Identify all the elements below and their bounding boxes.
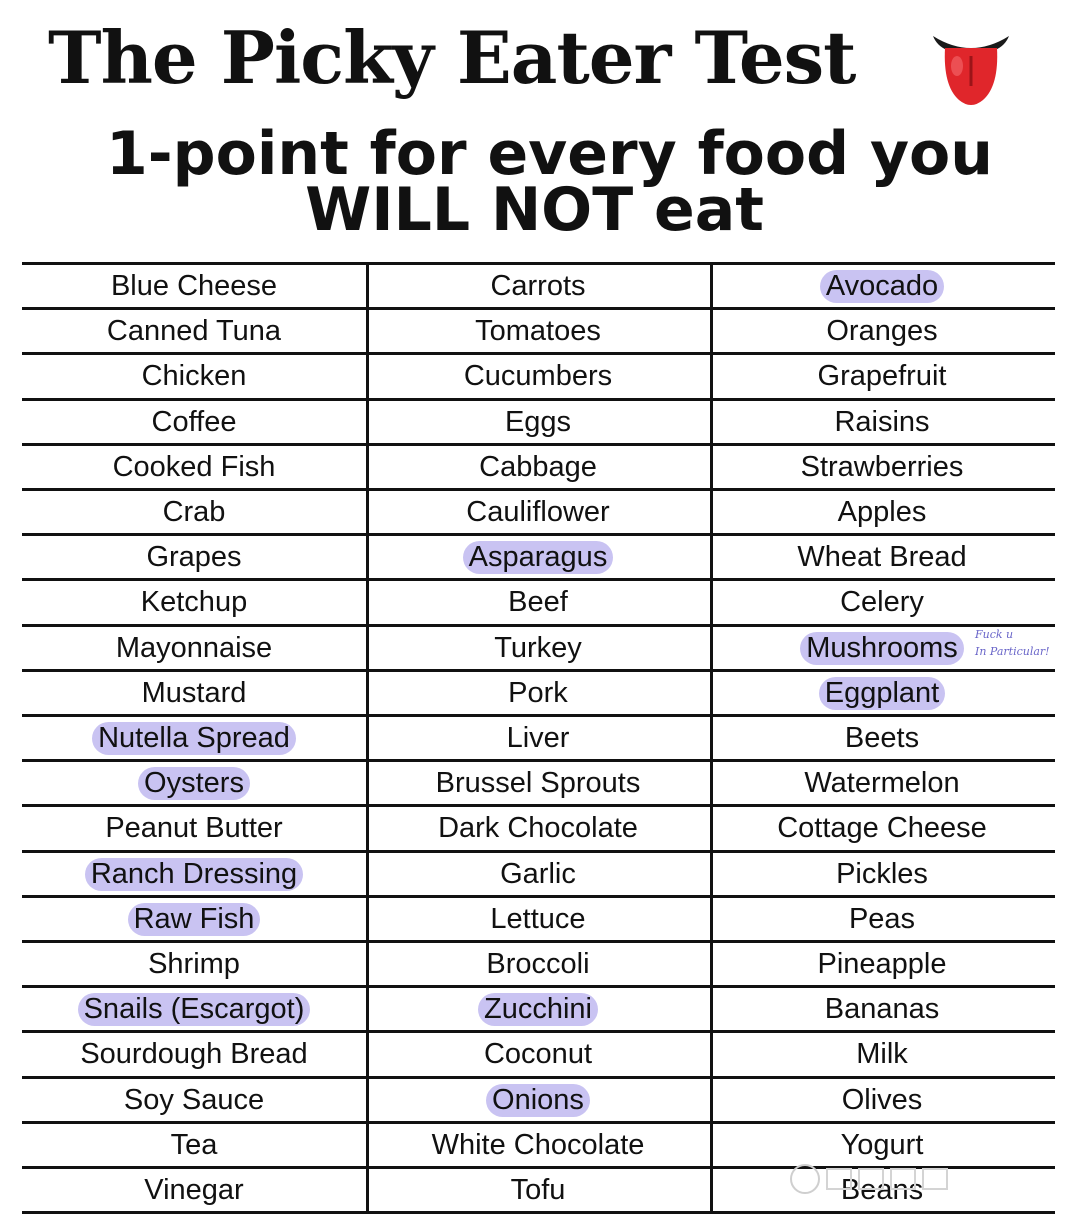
food-item-label: Zucchini [478, 993, 598, 1026]
food-item [366, 445, 710, 490]
food-item [710, 897, 1054, 942]
food-item-label: Olives [841, 1083, 923, 1116]
food-item-label: Oysters [138, 767, 250, 800]
food-item [710, 716, 1054, 761]
food-item-label: Turkey [494, 631, 582, 664]
food-item [710, 264, 1054, 309]
food-item-label: Lettuce [490, 902, 586, 935]
food-item [22, 761, 366, 806]
food-item [710, 852, 1054, 897]
food-item [710, 942, 1054, 987]
watermark-box-icon [826, 1168, 852, 1190]
food-item [22, 264, 366, 309]
handwritten-note [975, 627, 1067, 671]
food-item [710, 354, 1054, 399]
food-item [366, 535, 710, 580]
food-item-label: Coconut [483, 1038, 592, 1071]
food-item [366, 490, 710, 535]
handwritten-note-line-1: Fuck u [975, 628, 1014, 641]
watermark-logo-icon [790, 1164, 820, 1194]
food-item-label: Ranch Dressing [85, 858, 303, 891]
food-item-label: Cottage Cheese [777, 812, 987, 845]
food-item [710, 987, 1054, 1032]
food-item-label: Tea [170, 1128, 218, 1161]
food-item-label: White Chocolate [431, 1128, 645, 1161]
food-item [366, 1168, 710, 1213]
food-item-label: Dark Chocolate [438, 812, 638, 845]
food-item-label: Nutella Spread [92, 722, 296, 755]
food-item [366, 716, 710, 761]
food-item-label: Bananas [824, 993, 940, 1026]
food-item [22, 897, 366, 942]
food-item-label: Peas [848, 902, 916, 935]
food-item [22, 1032, 366, 1077]
food-item-label: Yogurt [840, 1128, 924, 1161]
food-item [710, 309, 1054, 354]
food-item [366, 987, 710, 1032]
food-item-label: Coffee [151, 405, 237, 438]
food-item-label: Wheat Bread [797, 541, 967, 574]
food-item-label: Sourdough Bread [80, 1038, 308, 1071]
food-item-label: Milk [856, 1038, 908, 1071]
food-item-label: Cauliflower [466, 496, 610, 528]
food-item [22, 490, 366, 535]
watermark-box-icon [858, 1168, 884, 1190]
watermark [790, 1162, 1050, 1196]
food-item-label: Onions [486, 1084, 590, 1117]
subtitle-line-2: WILL NOT eat [305, 175, 764, 245]
food-item [22, 1123, 366, 1168]
food-item-label: Liver [506, 722, 570, 754]
food-item [366, 1032, 710, 1077]
food-item [710, 671, 1054, 716]
food-item [366, 264, 710, 309]
food-item-label: Celery [840, 586, 924, 619]
food-item-label: Pineapple [817, 948, 947, 980]
food-item [22, 1078, 366, 1123]
food-item [366, 942, 710, 987]
food-item-label: Raisins [834, 405, 930, 438]
food-item-label: Mustard [141, 676, 247, 709]
food-item-label: Tofu [510, 1174, 566, 1206]
food-item [22, 852, 366, 897]
food-item [366, 852, 710, 897]
food-item-label: Mayonnaise [115, 631, 273, 664]
food-item-label: Snails (Escargot) [78, 993, 311, 1026]
food-item [366, 626, 710, 671]
food-item-label: Tomatoes [475, 315, 601, 348]
food-item-label: Chicken [141, 360, 247, 393]
food-item [22, 987, 366, 1032]
food-item [366, 897, 710, 942]
food-item-label: Mushrooms [800, 632, 964, 665]
food-item [366, 354, 710, 399]
food-item-label: Beef [508, 586, 568, 619]
food-item [22, 445, 366, 490]
food-item-label: Beets [844, 722, 920, 754]
food-item-label: Peanut Butter [105, 812, 283, 845]
food-item [22, 535, 366, 580]
food-item-label: Broccoli [486, 948, 590, 980]
tongue-emoji-icon [925, 26, 1017, 110]
food-item [366, 1078, 710, 1123]
food-item [366, 400, 710, 445]
food-item-label: Avocado [820, 270, 944, 303]
subtitle-line-1: 1-point for every food you [106, 119, 993, 189]
food-item [366, 580, 710, 625]
food-item-label: Carrots [490, 270, 586, 302]
food-item-label: Canned Tuna [106, 315, 282, 348]
food-item [710, 445, 1054, 490]
watermark-box-icon [890, 1168, 916, 1190]
food-item-label: Brussel Sprouts [435, 767, 641, 800]
food-item [710, 580, 1054, 625]
food-item-label: Oranges [826, 315, 938, 348]
food-grid [22, 262, 1055, 1214]
food-item [710, 806, 1054, 851]
food-item-label: Apples [837, 496, 927, 528]
food-item [710, 1032, 1054, 1077]
food-item [710, 535, 1054, 580]
food-item [22, 354, 366, 399]
food-item [366, 761, 710, 806]
food-item-label: Watermelon [804, 767, 960, 800]
food-item [366, 1123, 710, 1168]
food-item [22, 716, 366, 761]
food-item [366, 671, 710, 716]
food-item [366, 806, 710, 851]
food-item [710, 400, 1054, 445]
food-item [22, 806, 366, 851]
food-item-label: Garlic [500, 857, 576, 890]
food-item-label: Crab [162, 496, 226, 528]
food-item [22, 580, 366, 625]
food-item-label: Beans [840, 1174, 924, 1206]
food-item-label: Grapes [146, 541, 242, 574]
food-item [22, 671, 366, 716]
handwritten-note-line-2: In Particular! [975, 644, 1050, 658]
food-item-label: Asparagus [463, 541, 614, 574]
page-title: The Picky Eater Test [48, 15, 856, 100]
food-item-label: Cooked Fish [112, 450, 276, 483]
food-item-label: Soy Sauce [123, 1083, 265, 1116]
food-item-label: Eggplant [819, 677, 946, 710]
food-item [22, 400, 366, 445]
food-item [22, 1168, 366, 1213]
food-item-label: Strawberries [800, 450, 964, 483]
food-item-label: Vinegar [144, 1174, 244, 1206]
food-item-label: Blue Cheese [110, 270, 278, 302]
food-item [22, 309, 366, 354]
food-item [710, 490, 1054, 535]
food-item-label: Pork [508, 676, 568, 709]
food-item-label: Eggs [504, 405, 572, 438]
food-item [710, 1078, 1054, 1123]
food-item-label: Shrimp [148, 948, 240, 980]
food-item-label: Pickles [836, 857, 928, 890]
watermark-box-icon [922, 1168, 948, 1190]
food-item-label: Ketchup [140, 586, 248, 619]
food-item-label: Cabbage [479, 450, 597, 483]
food-item [710, 761, 1054, 806]
food-item-label: Raw Fish [128, 903, 261, 936]
food-item-label: Grapefruit [817, 360, 947, 393]
food-item-label: Cucumbers [463, 360, 613, 393]
food-item [22, 942, 366, 987]
food-item [366, 309, 710, 354]
food-item [22, 626, 366, 671]
